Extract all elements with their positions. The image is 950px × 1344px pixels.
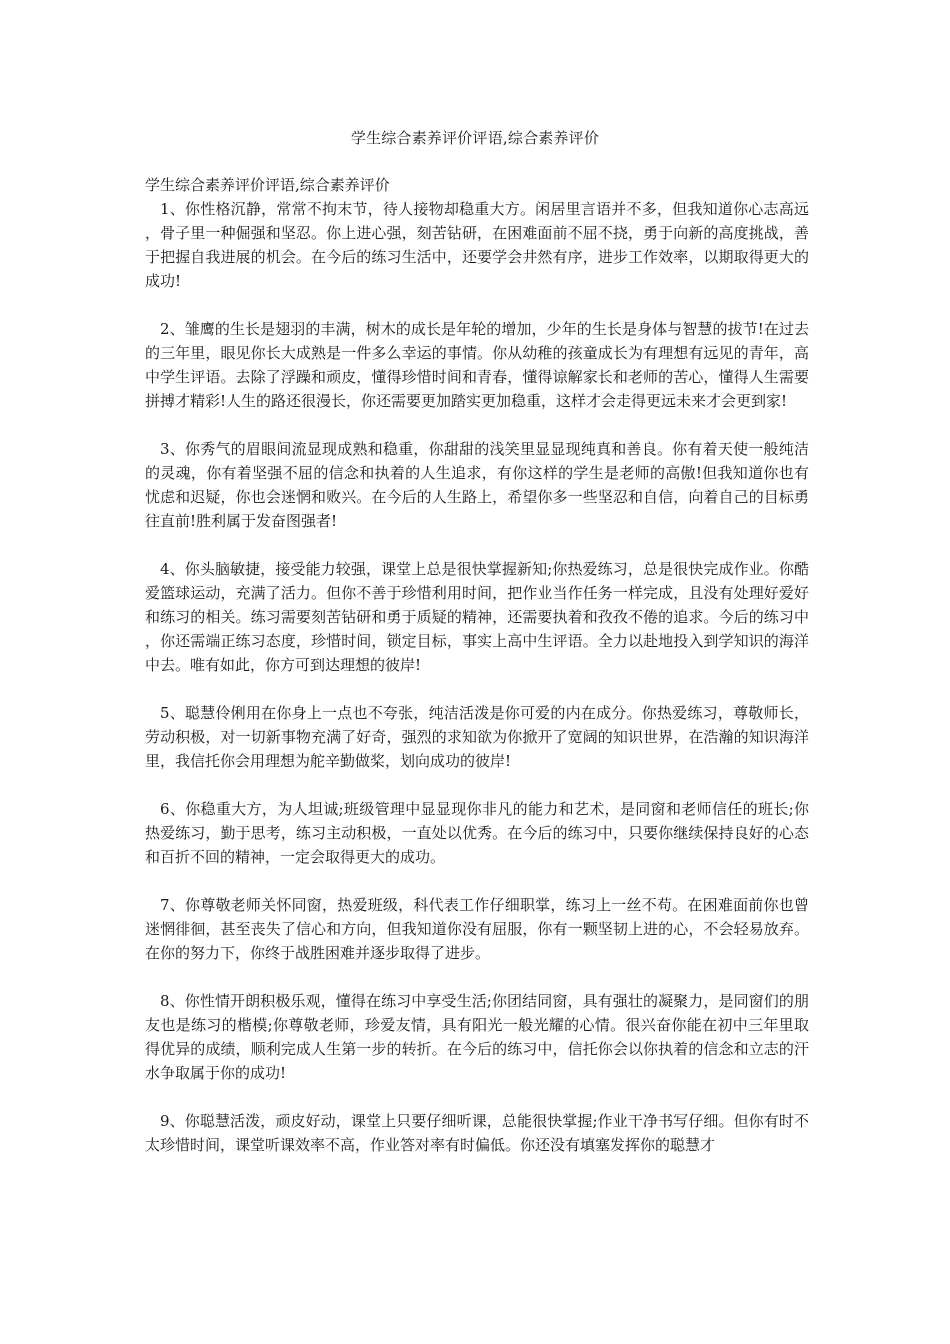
document-subtitle: 学生综合素养评价评语,综合素养评价 <box>145 176 390 194</box>
paragraph-6: 6、你稳重大方，为人坦诚;班级管理中显显现你非凡的能力和艺术，是同窗和老师信任的班长;你热爱练习，勤于思考，练习主动积极，一直处以优秀。在今后的练习中，只要你继续保持良好的心态和百折不回的精神，一定会取得更大的成功。 <box>145 800 809 866</box>
paragraph-2: 2、雏鹰的生长是翅羽的丰满，树木的成长是年轮的增加，少年的生长是身体与智慧的拔节!在过去的三年里，眼见你长大成熟是一件多么幸运的事情。你从幼稚的孩童成长为有理想有远见的青年，高中学生评语。去除了浮躁和顽皮，懂得珍惜时间和青春，懂得谅解家长和老师的苦心，懂得人生需要拼搏才精彩!人生的路还很漫长，你还需要更加踏实更加稳重，这样才会走得更远未来才会更到家! <box>145 320 809 410</box>
paragraph-7: 7、你尊敬老师关怀同窗，热爱班级，科代表工作仔细职掌，练习上一丝不苟。在困难面前你也曾迷惘徘徊，甚至丧失了信心和方向，但我知道你没有屈服，你有一颗坚韧上进的心，不会轻易放弃。在你的努力下，你终于战胜困难并逐步取得了进步。 <box>145 896 809 962</box>
paragraph-3: 3、你秀气的眉眼间流显现成熟和稳重，你甜甜的浅笑里显显现纯真和善良。你有着天使一般纯洁的灵魂，你有着坚强不屈的信念和执着的人生追求，有你这样的学生是老师的高傲!但我知道你也有忧虑和迟疑，你也会迷惘和败兴。在今后的人生路上，希望你多一些坚忍和自信，向着自己的目标勇往直前!胜利属于发奋图强者! <box>145 440 809 530</box>
paragraph-9: 9、你聪慧活泼，顽皮好动，课堂上只要仔细听课，总能很快掌握;作业干净书写仔细。但你有时不太珍惜时间，课堂听课效率不高，作业答对率有时偏低。你还没有填塞发挥你的聪慧才 <box>145 1112 809 1154</box>
paragraph-4: 4、你头脑敏捷，接受能力较强，课堂上总是很快掌握新知;你热爱练习，总是很快完成作业。你酷爱篮球运动，充满了活力。但你不善于珍惜利用时间，把作业当作任务一样完成，且没有处理好爱好和练习的相关。练习需要刻苦钻研和勇于质疑的精神，还需要执着和孜孜不倦的追求。今后的练习中，你还需端正练习态度，珍惜时间，锁定目标，事实上高中生评语。全力以赴地投入到学知识的海洋中去。唯有如此，你方可到达理想的彼岸! <box>145 560 809 674</box>
document-title: 学生综合素养评价评语,综合素养评价 <box>350 129 600 147</box>
paragraph-5: 5、聪慧伶俐用在你身上一点也不夸张，纯洁活泼是你可爱的内在成分。你热爱练习，尊敬师长，劳动积极，对一切新事物充满了好奇，强烈的求知欲为你掀开了宽阔的知识世界，在浩瀚的知识海洋里，我信托你会用理想为舵辛勤做桨，划向成功的彼岸! <box>145 704 809 770</box>
paragraph-8: 8、你性情开朗积极乐观，懂得在练习中享受生活;你团结同窗，具有强壮的凝聚力，是同窗们的朋友也是练习的楷模;你尊敬老师，珍爱友情，具有阳光一般光耀的心情。很兴奋你能在初中三年里取得优异的成绩，顺利完成人生第一步的转折。在今后的练习中，信托你会以你执着的信念和立志的汗水争取属于你的成功! <box>145 992 809 1082</box>
paragraph-1: 1、你性格沉静，常常不拘末节，待人接物却稳重大方。闲居里言语并不多，但我知道你心志高远，骨子里一种倔强和坚忍。你上进心强，刻苦钻研，在困难面前不屈不挠，勇于向新的高度挑战，善于把握自我进展的机会。在今后的练习生活中，还要学会井然有序，进步工作效率，以期取得更大的成功! <box>145 200 809 290</box>
document-body <box>145 173 809 1181</box>
